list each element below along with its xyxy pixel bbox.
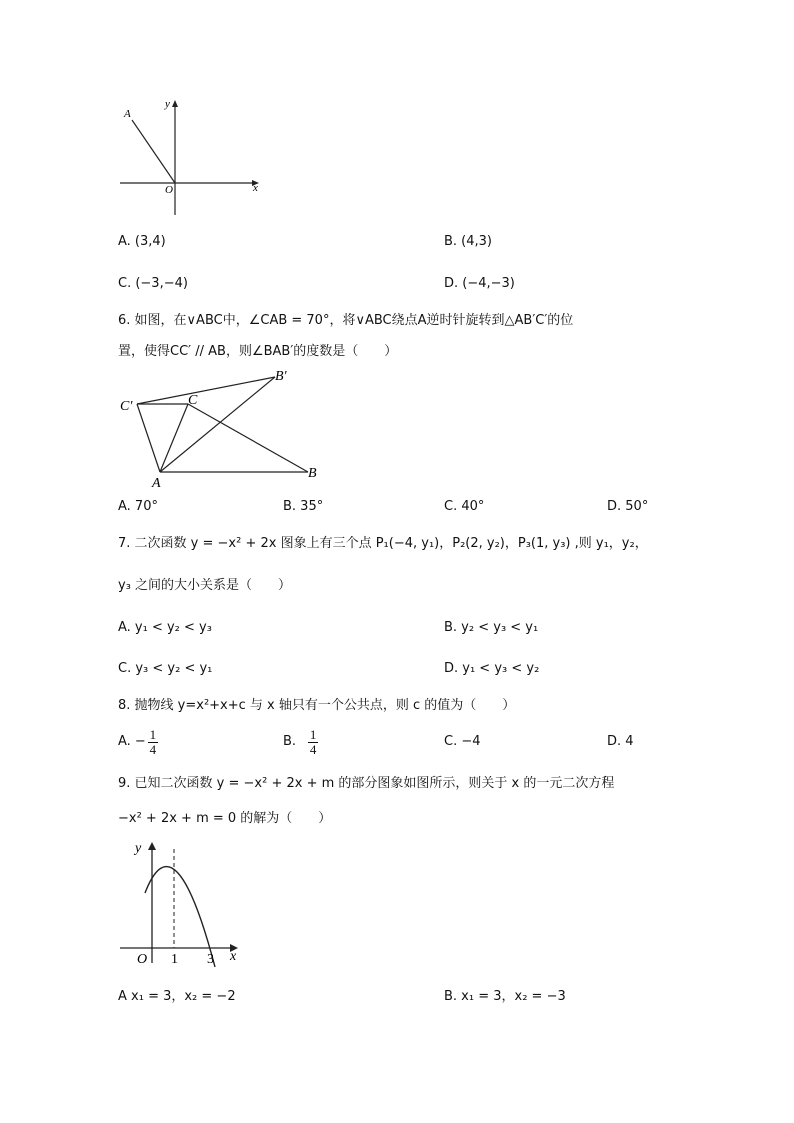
label-1: 1 bbox=[171, 952, 178, 967]
q6-option-c[interactable]: C. 40° bbox=[444, 499, 485, 514]
label-y: y bbox=[135, 841, 142, 856]
y-axis-arrow-icon bbox=[172, 100, 178, 107]
q8-option-a-fraction bbox=[148, 728, 158, 757]
q5-option-b[interactable]: B. (4,3) bbox=[444, 234, 493, 249]
q5-option-a[interactable]: A. (3,4) bbox=[118, 234, 166, 249]
label-o: O bbox=[137, 952, 148, 967]
segment-oa bbox=[132, 120, 175, 183]
q7-option-a[interactable]: A. y₁ < y₂ < y₃ bbox=[118, 620, 212, 635]
segment-ac-prime bbox=[137, 404, 160, 472]
q6-option-a[interactable]: A. 70° bbox=[118, 499, 158, 514]
q5-figure bbox=[115, 95, 270, 220]
parabola-curve bbox=[145, 867, 215, 967]
q7-text-line1: 7. 二次函数 y = −x² + 2x 图象上有三个点 P₁(−4, y₁)，P₂(2, y₂)，P₃(1, y₃) ,则 y₁，y₂， bbox=[118, 536, 648, 551]
q9-text-line2: −x² + 2x + m = 0 的解为（ ） bbox=[118, 811, 332, 826]
q8-text-line1: 8. 抛物线 y=x²+x+c 与 x 轴只有一个公共点，则 c 的值为（ ） bbox=[118, 698, 516, 713]
q7-option-d[interactable]: D. y₁ < y₃ < y₂ bbox=[444, 661, 540, 676]
q8-option-b[interactable] bbox=[283, 724, 318, 760]
label-c: C bbox=[188, 393, 198, 408]
q7-option-c[interactable]: C. y₃ < y₂ < y₁ bbox=[118, 661, 213, 676]
label-a: A bbox=[124, 108, 131, 120]
q8-option-a-numerator: 1 bbox=[149, 726, 157, 742]
label-x: x bbox=[253, 182, 258, 194]
q8-option-c[interactable]: C. −4 bbox=[444, 734, 481, 749]
segment-ac bbox=[160, 404, 188, 472]
q8-option-d[interactable]: D. 4 bbox=[607, 734, 634, 749]
segment-c-prime-b-prime bbox=[137, 377, 275, 404]
label-x: x bbox=[230, 949, 237, 964]
label-c-prime: C′ bbox=[120, 399, 133, 414]
q8-option-a-denominator: 4 bbox=[149, 741, 157, 757]
y-axis-arrow-icon bbox=[148, 842, 156, 850]
label-b-prime: B′ bbox=[275, 369, 287, 384]
label-3: 3 bbox=[207, 952, 214, 967]
q6-text-line2: 置，使得CC′ // AB，则∠BAB′的度数是（ ） bbox=[118, 344, 398, 359]
q9-option-a[interactable]: A x₁ = 3，x₂ = −2 bbox=[118, 989, 236, 1004]
label-b: B bbox=[308, 466, 317, 481]
q6-option-b[interactable]: B. 35° bbox=[283, 499, 324, 514]
q6-text-line1: 6. 如图，在∨ABC中，∠CAB = 70°，将∨ABC绕点A逆时针旋转到△AB′C′的位 bbox=[118, 313, 574, 328]
q9-figure bbox=[115, 835, 245, 970]
q6-figure bbox=[115, 368, 330, 490]
segment-cb bbox=[188, 404, 308, 472]
q8-option-b-numerator: 1 bbox=[309, 726, 317, 742]
q8-option-a[interactable] bbox=[118, 724, 158, 760]
q7-option-b[interactable]: B. y₂ < y₃ < y₁ bbox=[444, 620, 539, 635]
q5-option-c[interactable]: C. (−3,−4) bbox=[118, 276, 188, 291]
q7-text-line2: y₃ 之间的大小关系是（ ） bbox=[118, 578, 292, 593]
q8-option-b-denominator: 4 bbox=[309, 741, 317, 757]
label-y: y bbox=[165, 98, 170, 110]
q6-option-d[interactable]: D. 50° bbox=[607, 499, 649, 514]
q8-option-b-fraction bbox=[308, 728, 318, 757]
q9-option-b[interactable]: B. x₁ = 3，x₂ = −3 bbox=[444, 989, 566, 1004]
segment-ab-prime bbox=[160, 377, 275, 472]
label-o: O bbox=[165, 184, 173, 196]
q8-option-a-prefix: A. − bbox=[118, 734, 146, 749]
label-a: A bbox=[152, 476, 161, 490]
q5-option-d[interactable]: D. (−4,−3) bbox=[444, 276, 515, 291]
q8-option-b-prefix: B. bbox=[283, 734, 297, 749]
q9-text-line1: 9. 已知二次函数 y = −x² + 2x + m 的部分图象如图所示，则关于 x 的一元二次方程 bbox=[118, 776, 615, 791]
